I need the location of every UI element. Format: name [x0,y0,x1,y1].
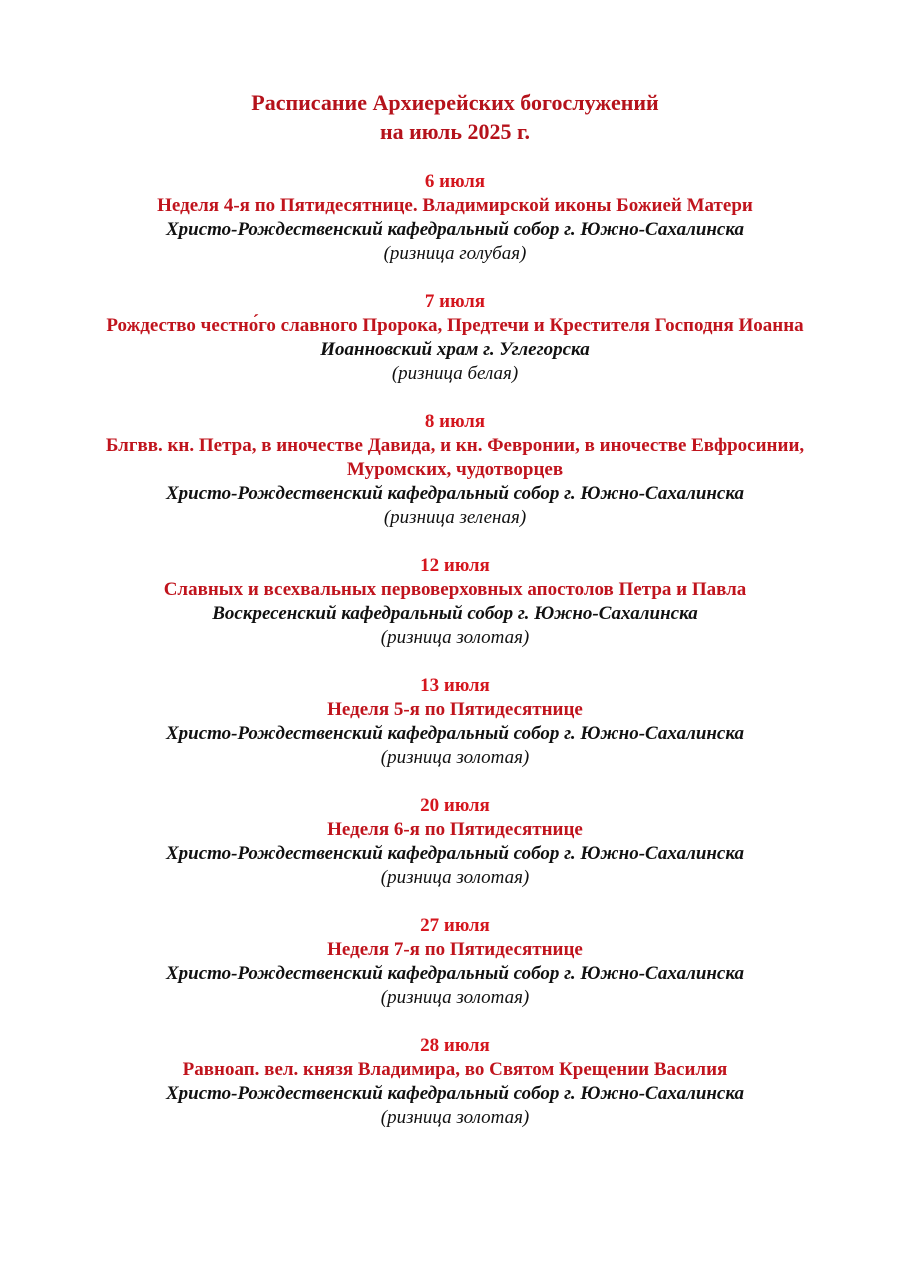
schedule-entry [60,1034,850,1130]
entry-vestments: (ризница белая) [391,363,519,384]
entry-place: Христо-Рождественский кафедральный собор г. Южно-Сахалинска [165,963,745,984]
entry-feast: Неделя 7-я по Пятидесятнице [327,939,583,960]
entry-vestments: (ризница золотая) [380,987,530,1008]
entry-date: 8 июля [424,411,486,432]
entry-vestments: (ризница золотая) [380,627,530,648]
entry-place: Христо-Рождественский кафедральный собор г. Южно-Сахалинска [165,1083,745,1104]
entry-vestments: (ризница золотая) [380,867,530,888]
schedule-entry [60,290,850,386]
schedule-entry [60,674,850,770]
entry-date: 12 июля [420,555,490,576]
schedule-list [60,170,850,1154]
entry-date: 6 июля [424,171,486,192]
entry-place: Христо-Рождественский кафедральный собор г. Южно-Сахалинска [165,483,745,504]
entry-date: 27 июля [420,915,490,936]
title-line-2: на июль 2025 г. [379,119,531,144]
entry-date: 20 июля [420,795,490,816]
entry-feast: Неделя 6-я по Пятидесятнице [327,819,583,840]
entry-place: Воскресенский кафедральный собор г. Южно-Сахалинска [212,603,698,624]
entry-place: Христо-Рождественский кафедральный собор г. Южно-Сахалинска [165,843,745,864]
entry-place: Христо-Рождественский кафедральный собор г. Южно-Сахалинска [165,219,745,240]
entry-feast: Блгвв. кн. Петра, в иночестве Давида, и кн. Февронии, в иночестве Евфросинии, Муромских, чудотворцев [105,435,805,480]
title-line-1: Расписание Архиерейских богослужений [251,90,659,115]
entry-vestments: (ризница золотая) [380,1107,530,1128]
schedule-entry [60,554,850,650]
entry-feast: Неделя 4-я по Пятидесятнице. Владимирской иконы Божией Матери [157,195,753,216]
schedule-entry [60,914,850,1010]
schedule-entry [60,170,850,266]
schedule-entry [60,410,850,530]
entry-place: Христо-Рождественский кафедральный собор г. Южно-Сахалинска [165,723,745,744]
entry-vestments: (ризница золотая) [380,747,530,768]
entry-feast: Равноап. вел. князя Владимира, во Святом Крещении Василия [182,1059,728,1080]
entry-date: 13 июля [420,675,490,696]
entry-vestments: (ризница голубая) [383,243,527,264]
entry-feast: Рождество честно́го славного Пророка, Предтечи и Крестителя Господня Иоанна [106,315,804,336]
entry-place: Иоанновский храм г. Углегорска [320,339,590,360]
entry-date: 7 июля [424,291,486,312]
entry-vestments: (ризница зеленая) [383,507,527,528]
page-title [0,88,910,146]
entry-feast: Неделя 5-я по Пятидесятнице [327,699,583,720]
entry-feast: Славных и всехвальных первоверховных апостолов Петра и Павла [163,579,747,600]
entry-date: 28 июля [420,1035,490,1056]
schedule-entry [60,794,850,890]
